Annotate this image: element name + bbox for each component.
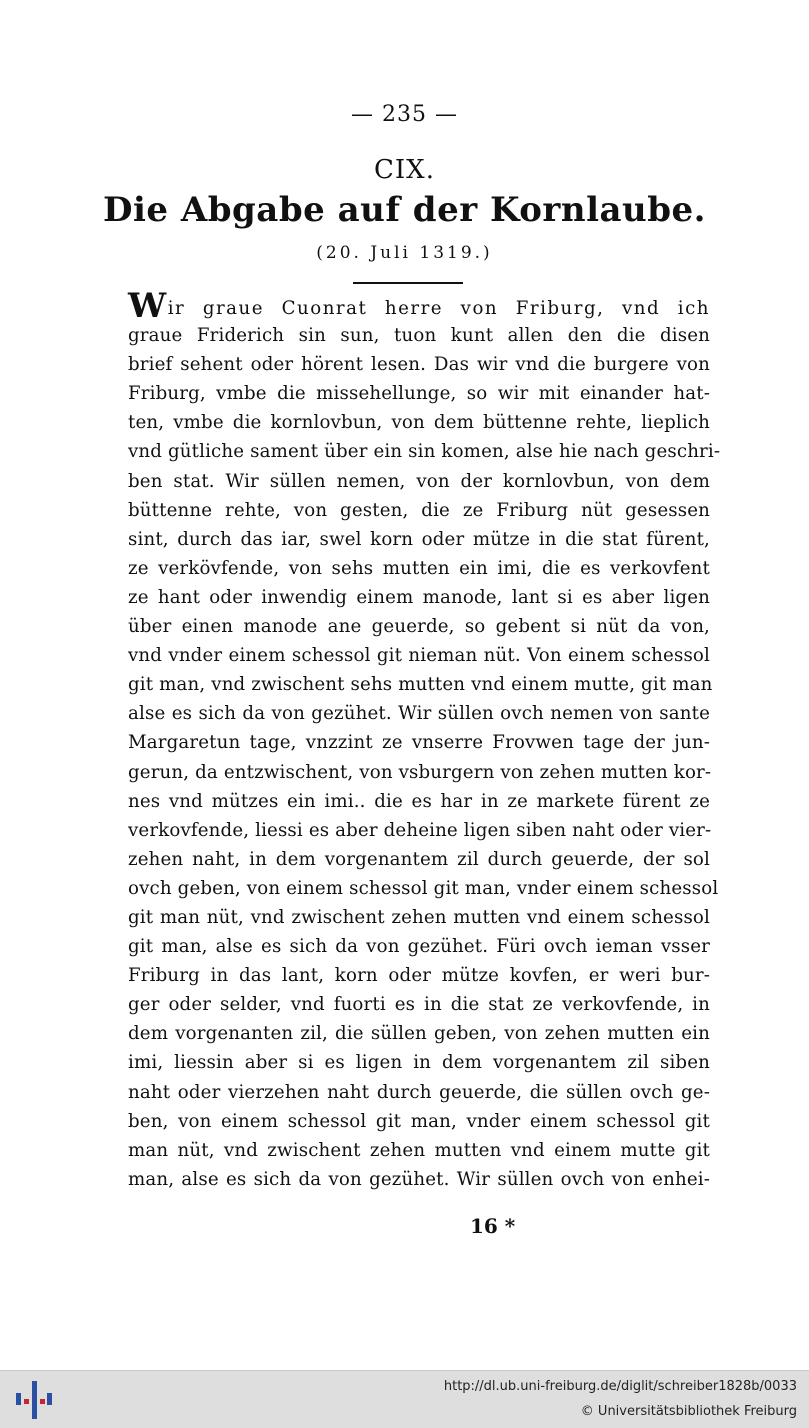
text-line: zehen naht, in dem vorgenantem zil durch geuerde, der sol	[128, 848, 710, 870]
text-line: vnd vnder einem schessol git nieman nüt. Von einem schessol	[128, 645, 710, 667]
text-line: Friburg in das lant, korn oder mütze kovfen, er weri bur-	[128, 965, 710, 987]
copyright-notice: © Universitätsbibliothek Freiburg	[580, 1404, 797, 1419]
text-line: man nüt, vnd zwischent zehen mutten vnd einem mutte git	[128, 1139, 710, 1161]
viewer-footer	[0, 1370, 809, 1428]
text-line: nes vnd mützes ein imi.. die es har in ze markete fürent ze	[128, 790, 710, 812]
text-line: dem vorgenanten zil, die süllen geben, von zehen mutten ein	[128, 1023, 710, 1045]
text-line: Wir graue Cuonrat herre von Friburg, vnd ich	[128, 286, 710, 326]
text-line: graue Friderich sin sun, tuon kunt allen den die disen	[128, 325, 710, 347]
sheet-signature: 16 *	[470, 1214, 516, 1238]
page-number: — 235 —	[351, 102, 458, 127]
text-line: sint, durch das iar, swel korn oder mütze in die stat fürent,	[128, 528, 710, 550]
document-date: (20. Juli 1319.)	[316, 243, 493, 263]
text-line: vnd gütliche sament über ein sin komen, alse hie nach geschri-	[128, 441, 721, 463]
text-line: alse es sich da von gezühet. Wir süllen ovch nemen von sante	[128, 703, 710, 725]
text-line: git man, vnd zwischent sehs mutten vnd einem mutte, git man	[128, 674, 713, 696]
text-line: git man, alse es sich da von gezühet. Füri ovch ieman vsser	[128, 936, 710, 958]
permalink-url[interactable]: http://dl.ub.uni-freiburg.de/diglit/schreiber1828b/0033	[443, 1379, 797, 1394]
text-line: brief sehent oder hörent lesen. Das wir vnd die burgere von	[128, 354, 710, 376]
chapter-number: CIX.	[374, 155, 435, 185]
text-line: man, alse es sich da von gezühet. Wir süllen ovch von enhei-	[128, 1168, 710, 1190]
text-line: ze hant oder inwendig einem manode, lant si es aber ligen	[128, 586, 710, 608]
text-line: über einen manode ane geuerde, so gebent si nüt da von,	[128, 616, 710, 638]
text-line: ovch geben, von einem schessol git man, vnder einem schessol	[128, 877, 719, 899]
document-title: Die Abgabe auf der Kornlaube.	[103, 190, 706, 230]
text-line: imi, liessin aber si es ligen in dem vorgenantem zil siben	[128, 1052, 710, 1074]
text-line: büttenne rehte, von gesten, die ze Friburg nüt gesessen	[128, 499, 710, 521]
text-line: gerun, da entzwischent, von vsburgern von zehen mutten kor-	[128, 761, 712, 783]
text-line: Margaretun tage, vnzzint ze vnserre Frovwen tage der jun-	[128, 732, 710, 754]
text-line: ten, vmbe die kornlovbun, von dem büttenne rehte, lieplich	[128, 412, 710, 434]
text-line: ger oder selder, vnd fuorti es in die stat ze verkovfende, in	[128, 994, 710, 1016]
title-divider	[353, 282, 463, 284]
body-text	[128, 286, 721, 1194]
text-line: naht oder vierzehen naht durch geuerde, die süllen ovch ge-	[128, 1081, 710, 1103]
text-line: ben, von einem schessol git man, vnder einem schessol git	[128, 1110, 710, 1132]
text-line: ben stat. Wir süllen nemen, von der kornlovbun, von dem	[128, 470, 710, 492]
text-line: Friburg, vmbe die missehellunge, so wir mit einander hat-	[128, 383, 710, 405]
initial-letter: W	[128, 286, 168, 326]
text-line: ze verkövfende, von sehs mutten ein imi, die es verkovfent	[128, 557, 710, 579]
text-line: git man nüt, vnd zwischent zehen mutten vnd einem schessol	[128, 906, 710, 928]
text-line: verkovfende, liessi es aber deheine ligen siben naht oder vier-	[128, 819, 712, 841]
digilit-logo-icon[interactable]	[14, 1379, 54, 1421]
